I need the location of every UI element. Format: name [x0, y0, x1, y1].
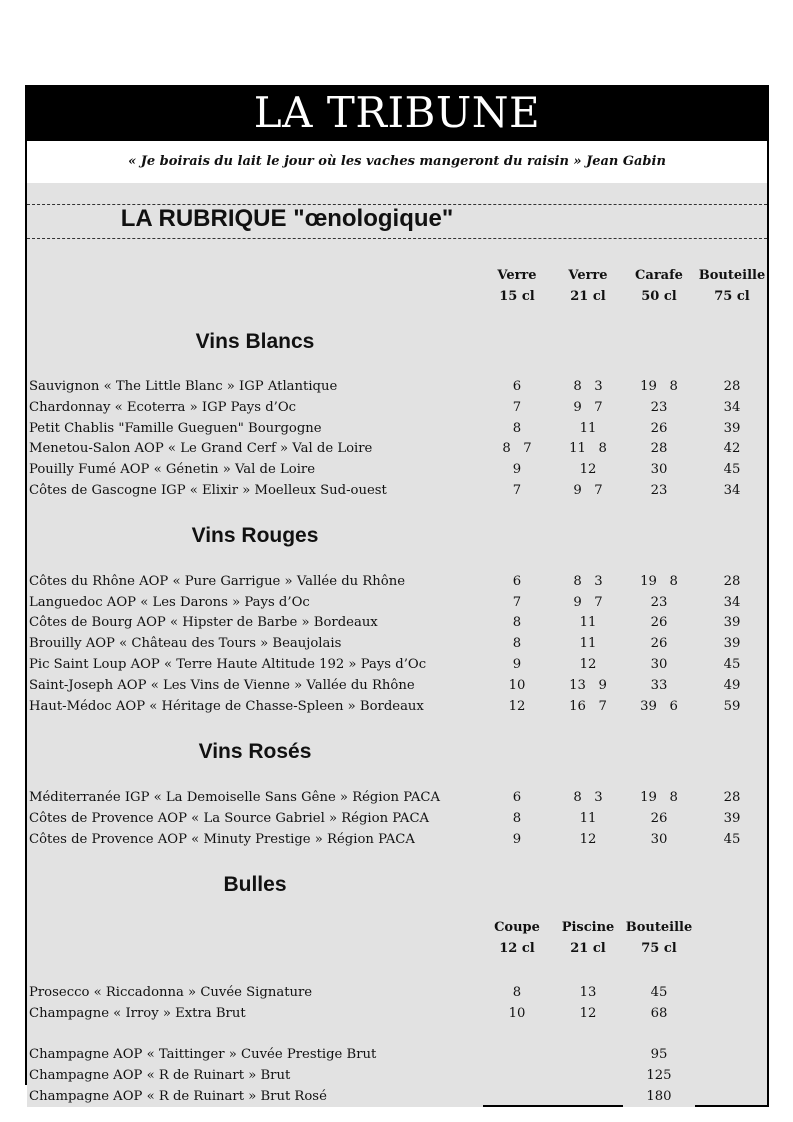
wine-name: Côtes de Bourg AOP « Hipster de Barbe » Bordeaux — [29, 615, 378, 630]
price-cell: 8 3 — [573, 790, 603, 805]
price-cell: 8 7 — [502, 441, 532, 456]
wine-name: Chardonnay « Ecoterra » IGP Pays d’Oc — [29, 400, 297, 415]
price-cell: 30 — [650, 657, 668, 672]
price-cell: 9 7 — [573, 595, 603, 610]
wine-name: Méditerranée IGP « La Demoiselle Sans Gêne » Région PACA — [29, 790, 441, 805]
masthead-title: LA TRIBUNE — [25, 85, 769, 141]
wine-name: Champagne AOP « Taittinger » Cuvée Prestige Brut — [29, 1047, 377, 1062]
column-volume: 75 cl — [641, 941, 677, 956]
price-cell: 9 7 — [573, 400, 603, 415]
column-volume: 21 cl — [570, 289, 606, 304]
column-volume: 50 cl — [641, 289, 677, 304]
column-header — [552, 917, 624, 959]
price-cell: 28 — [723, 790, 741, 805]
section-title-vins-rouges: Vins Rouges — [191, 524, 319, 547]
price-cell: 12 — [508, 699, 526, 714]
table-row — [27, 1044, 767, 1065]
divider-bottom — [27, 238, 767, 239]
table-row — [27, 459, 767, 480]
column-header — [696, 265, 768, 307]
wine-name: Côtes de Provence AOP « Minuty Prestige » Région PACA — [29, 832, 415, 847]
column-header — [623, 917, 695, 959]
table-row — [27, 1086, 767, 1107]
price-cell: 8 — [512, 615, 522, 630]
column-header — [623, 265, 695, 307]
column-volume: 15 cl — [499, 289, 535, 304]
price-cell: 11 8 — [569, 441, 607, 456]
table-row — [27, 675, 767, 696]
wine-name: Champagne AOP « R de Ruinart » Brut Rosé — [29, 1089, 327, 1104]
column-label: Carafe — [635, 268, 683, 283]
price-cell: 6 — [512, 574, 522, 589]
price-cell: 7 — [512, 400, 522, 415]
wine-name: Pic Saint Loup AOP « Terre Haute Altitude 192 » Pays d’Oc — [29, 657, 427, 672]
price-cell: 16 7 — [569, 699, 607, 714]
price-cell: 13 9 — [569, 678, 607, 693]
price-cell: 23 — [650, 483, 668, 498]
price-cell: 19 8 — [640, 574, 678, 589]
price-cell: 8 3 — [573, 574, 603, 589]
wine-name: Saint-Joseph AOP « Les Vins de Vienne » Vallée du Rhône — [29, 678, 415, 693]
price-cell: 9 7 — [573, 483, 603, 498]
column-header — [481, 917, 553, 959]
price-cell: 39 6 — [640, 699, 678, 714]
price-cell: 11 — [579, 421, 597, 436]
price-cell: 26 — [650, 421, 668, 436]
price-cell: 12 — [579, 832, 597, 847]
price-cell: 9 — [512, 462, 522, 477]
table-row — [27, 612, 767, 633]
price-cell: 11 — [579, 811, 597, 826]
price-cell: 30 — [650, 462, 668, 477]
price-cell: 10 — [508, 1006, 526, 1021]
price-cell: 8 — [512, 636, 522, 651]
price-cell: 7 — [512, 483, 522, 498]
price-cell: 26 — [650, 811, 668, 826]
price-cell: 9 — [512, 657, 522, 672]
column-header — [481, 265, 553, 307]
price-cell: 11 — [579, 636, 597, 651]
section-title-vins-roses: Vins Rosés — [198, 740, 312, 763]
price-cell: 6 — [512, 790, 522, 805]
price-cell: 13 — [579, 985, 597, 1000]
price-cell: 19 8 — [640, 790, 678, 805]
price-cell: 180 — [646, 1089, 672, 1104]
table-row — [27, 696, 767, 717]
price-cell: 45 — [723, 832, 741, 847]
price-cell: 26 — [650, 636, 668, 651]
table-row — [27, 654, 767, 675]
price-cell: 8 — [512, 421, 522, 436]
column-label: Coupe — [494, 920, 540, 935]
wine-name: Brouilly AOP « Château des Tours » Beaujolais — [29, 636, 342, 651]
wine-name: Côtes de Gascogne IGP « Elixir » Moelleux Sud-ouest — [29, 483, 387, 498]
price-cell: 7 — [512, 595, 522, 610]
wine-name: Petit Chablis "Famille Gueguen" Bourgogne — [29, 421, 322, 436]
price-cell: 6 — [512, 379, 522, 394]
price-cell: 12 — [579, 1006, 597, 1021]
table-row — [27, 592, 767, 613]
price-cell: 12 — [579, 657, 597, 672]
price-cell: 49 — [723, 678, 741, 693]
price-cell: 59 — [723, 699, 741, 714]
table-row — [27, 982, 767, 1003]
column-volume: 75 cl — [714, 289, 750, 304]
wine-name: Côtes du Rhône AOP « Pure Garrigue » Vallée du Rhône — [29, 574, 406, 589]
wine-name: Champagne « Irroy » Extra Brut — [29, 1006, 246, 1021]
price-cell: 39 — [723, 636, 741, 651]
price-cell: 23 — [650, 595, 668, 610]
price-cell: 23 — [650, 400, 668, 415]
column-volume: 12 cl — [499, 941, 535, 956]
price-cell: 28 — [723, 379, 741, 394]
table-row — [27, 787, 767, 808]
price-cell: 30 — [650, 832, 668, 847]
price-cell: 45 — [723, 462, 741, 477]
price-cell: 10 — [508, 678, 526, 693]
price-cell: 26 — [650, 615, 668, 630]
price-cell: 125 — [646, 1068, 672, 1083]
price-cell: 42 — [723, 441, 741, 456]
wine-name: Haut-Médoc AOP « Héritage de Chasse-Spleen » Bordeaux — [29, 699, 424, 714]
price-cell: 34 — [723, 595, 741, 610]
price-cell: 39 — [723, 811, 741, 826]
price-cell: 95 — [650, 1047, 668, 1062]
table-row — [27, 418, 767, 439]
table-row — [27, 829, 767, 850]
price-cell: 34 — [723, 483, 741, 498]
price-cell: 19 8 — [640, 379, 678, 394]
table-row — [27, 1003, 767, 1024]
column-label: Piscine — [561, 920, 615, 935]
wine-name: Menetou-Salon AOP « Le Grand Cerf » Val de Loire — [29, 441, 373, 456]
section-title-bulles: Bulles — [223, 873, 287, 896]
price-cell: 28 — [650, 441, 668, 456]
wine-name: Pouilly Fumé AOP « Génetin » Val de Loire — [29, 462, 316, 477]
price-cell: 33 — [650, 678, 668, 693]
table-row — [27, 397, 767, 418]
wine-name: Prosecco « Riccadonna » Cuvée Signature — [29, 985, 313, 1000]
column-label: Bouteille — [698, 268, 766, 283]
column-header — [552, 265, 624, 307]
price-cell: 34 — [723, 400, 741, 415]
price-cell: 39 — [723, 615, 741, 630]
price-cell: 45 — [650, 985, 668, 1000]
price-cell: 8 — [512, 985, 522, 1000]
price-cell: 45 — [723, 657, 741, 672]
bottom-rule-right — [695, 1105, 769, 1107]
price-cell: 8 3 — [573, 379, 603, 394]
price-cell: 9 — [512, 832, 522, 847]
price-cell: 8 — [512, 811, 522, 826]
column-label: Verre — [497, 268, 537, 283]
table-row — [27, 438, 767, 459]
table-row — [27, 1065, 767, 1086]
price-cell: 11 — [579, 615, 597, 630]
price-cell: 12 — [579, 462, 597, 477]
bottom-rule-left — [483, 1105, 623, 1107]
table-row — [27, 633, 767, 654]
column-volume: 21 cl — [570, 941, 606, 956]
table-row — [27, 571, 767, 592]
table-row — [27, 808, 767, 829]
price-cell: 68 — [650, 1006, 668, 1021]
column-label: Bouteille — [625, 920, 693, 935]
table-row — [27, 376, 767, 397]
wine-name: Champagne AOP « R de Ruinart » Brut — [29, 1068, 291, 1083]
price-cell: 28 — [723, 574, 741, 589]
rubrique-title: LA RUBRIQUE "œnologique" — [120, 205, 454, 232]
wine-name: Sauvignon « The Little Blanc » IGP Atlantique — [29, 379, 338, 394]
section-title-vins-blancs: Vins Blancs — [195, 330, 315, 353]
price-cell: 39 — [723, 421, 741, 436]
wine-name: Languedoc AOP « Les Darons » Pays d’Oc — [29, 595, 310, 610]
table-row — [27, 480, 767, 501]
masthead-quote: « Je boirais du lait le jour où les vaches mangeront du raisin » Jean Gabin — [27, 141, 767, 183]
column-label: Verre — [568, 268, 608, 283]
wine-name: Côtes de Provence AOP « La Source Gabriel » Région PACA — [29, 811, 430, 826]
